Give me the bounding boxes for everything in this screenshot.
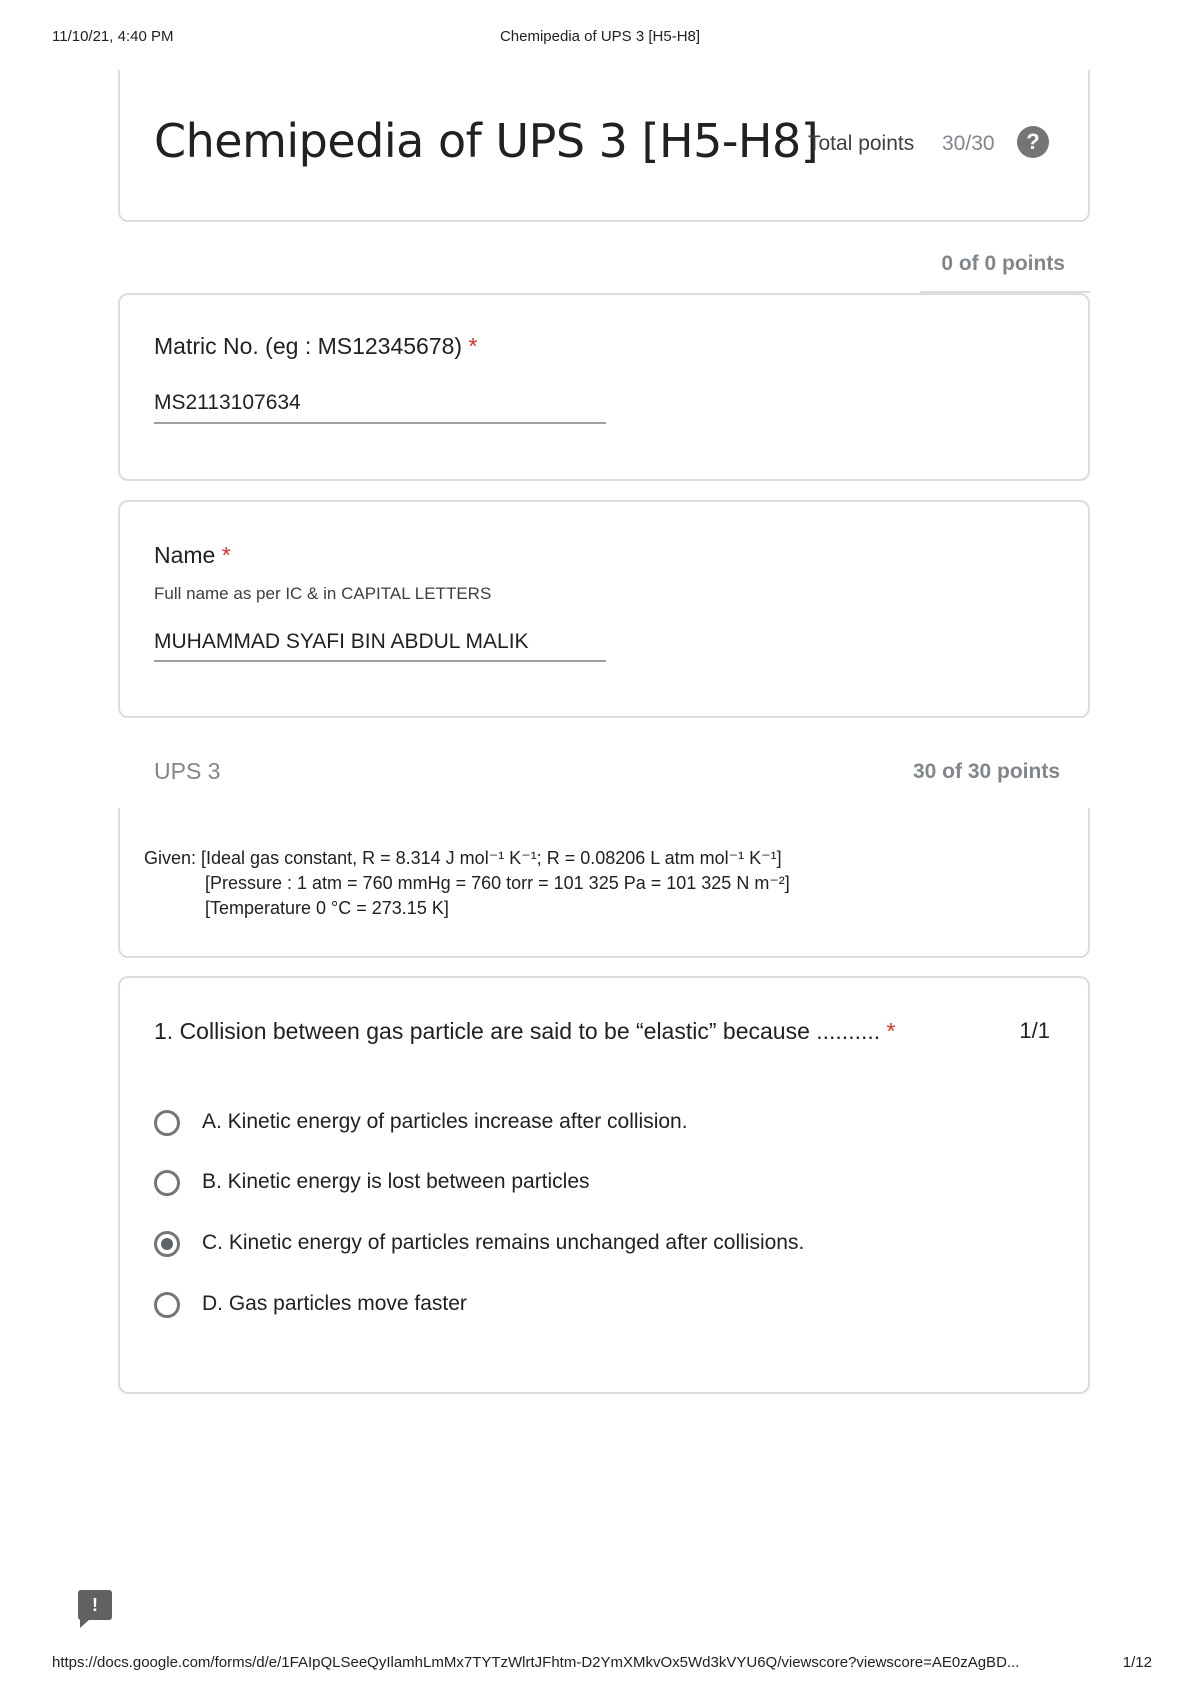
section-title: UPS 3 [154, 758, 221, 784]
name-question-card [118, 500, 1090, 718]
help-icon[interactable]: ? [1017, 126, 1049, 158]
matric-answer: MS2113107634 [154, 391, 301, 414]
name-help-text: Full name as per IC & in CAPITAL LETTERS [154, 584, 492, 603]
question-1-label: 1. Collision between gas particle are said to be “elastic” because .......... [154, 1018, 881, 1044]
form-title: Chemipedia of UPS 3 [H5-H8] [154, 114, 819, 168]
print-url: https://docs.google.com/forms/d/e/1FAIpQLSeeQyIlamhLmMx7TYTzWlrtJFhtm-D2YmXMkvOx5Wd3kVYU6Q/viewscore?viewscore=AE0zAgBD... [52, 1654, 1020, 1671]
question-1-text [154, 1018, 896, 1045]
form-title-card [118, 70, 1090, 222]
radio-unchecked-icon[interactable] [154, 1110, 180, 1136]
feedback-icon[interactable]: ! [78, 1590, 112, 1620]
total-points-label: Total points [808, 132, 915, 155]
question-1-score: 1/1 [1019, 1018, 1050, 1043]
radio-unchecked-icon[interactable] [154, 1292, 180, 1318]
matric-label [154, 333, 477, 360]
option-label: B. Kinetic energy is lost between particles [202, 1170, 590, 1193]
question-1-card [118, 976, 1090, 1394]
option-label: A. Kinetic energy of particles increase after collision. [202, 1110, 688, 1133]
print-doc-title: Chemipedia of UPS 3 [H5-H8] [499, 28, 701, 45]
given-line-2: [Pressure : 1 atm = 760 mmHg = 760 torr = 101 325 Pa = 101 325 N m⁻²] [205, 873, 790, 893]
answer-underline [154, 660, 606, 662]
required-mark: * [886, 1018, 896, 1044]
given-line-1: Given: [Ideal gas constant, R = 8.314 J mol⁻¹ K⁻¹; R = 0.08206 L atm mol⁻¹ K⁻¹] [144, 848, 782, 868]
matric-question-card [118, 293, 1090, 481]
option-label: C. Kinetic energy of particles remains unchanged after collisions. [202, 1231, 805, 1254]
option-label: D. Gas particles move faster [202, 1292, 467, 1315]
radio-checked-icon[interactable] [154, 1231, 180, 1257]
required-mark: * [221, 542, 231, 568]
name-answer: MUHAMMAD SYAFI BIN ABDUL MALIK [154, 630, 529, 653]
section-points: 30 of 30 points [912, 760, 1060, 783]
print-page-number: 1/12 [1122, 1654, 1152, 1671]
given-constants-card [118, 808, 1090, 958]
given-line-3: [Temperature 0 °C = 273.15 K] [205, 898, 449, 918]
section-points: 0 of 0 points [941, 252, 1065, 275]
radio-unchecked-icon[interactable] [154, 1170, 180, 1196]
print-datetime: 11/10/21, 4:40 PM [52, 28, 174, 45]
total-points-value: 30/30 [942, 132, 995, 155]
name-label-text: Name [154, 542, 216, 568]
name-label [154, 542, 231, 569]
matric-label-text: Matric No. (eg : MS12345678) [154, 333, 463, 359]
required-mark: * [468, 333, 478, 359]
answer-underline [154, 422, 606, 424]
